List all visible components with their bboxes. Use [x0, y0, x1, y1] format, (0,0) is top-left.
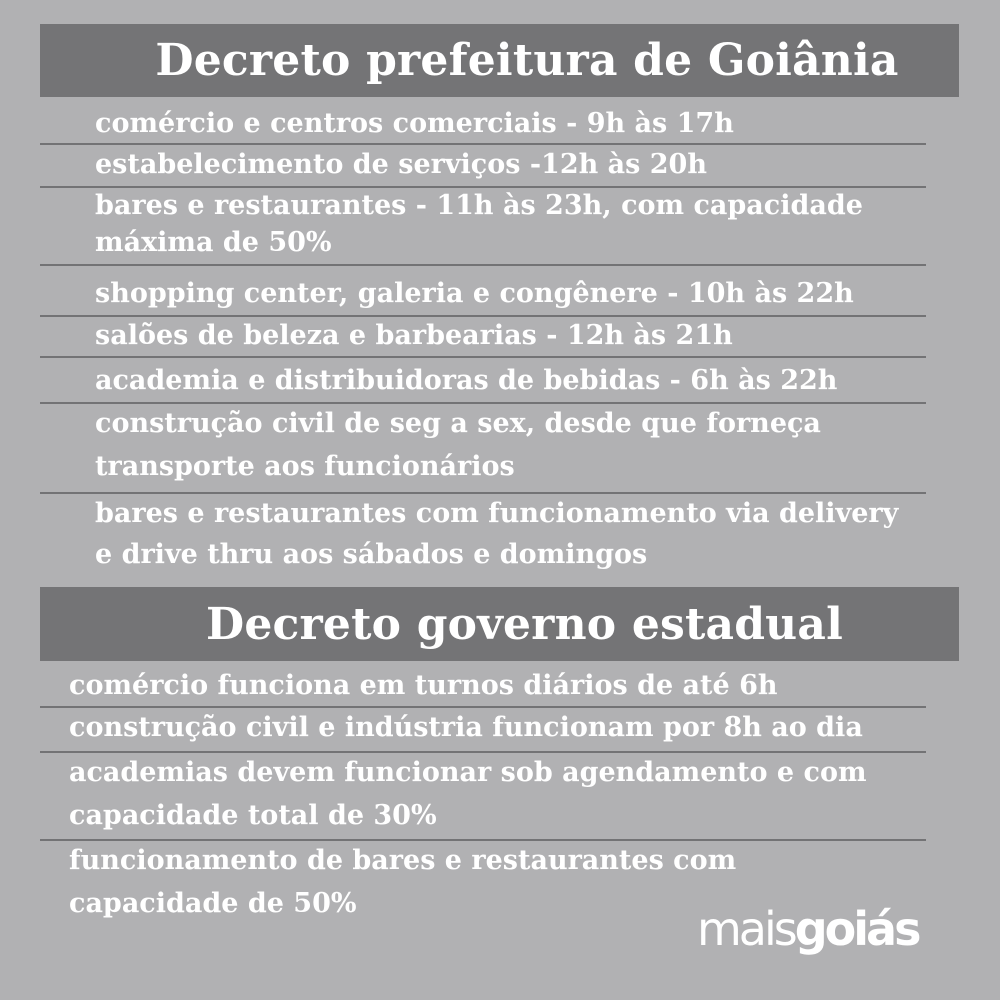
list-item-line: capacidade total de 30% [69, 800, 437, 831]
divider [40, 492, 926, 494]
section2-title: Decreto governo estadual [206, 598, 843, 650]
logo-part-goias: goiás [794, 902, 919, 956]
list-item-line: bares e restaurantes com funcionamento via delivery [95, 498, 899, 529]
section1-title: Decreto prefeitura de Goiânia [155, 35, 899, 86]
list-item-line: comércio funciona em turnos diários de até 6h [69, 670, 778, 701]
divider [40, 143, 926, 145]
divider [40, 356, 926, 358]
divider [40, 751, 926, 753]
list-item-line: construção civil de seg a sex, desde que forneça [95, 408, 821, 439]
list-item-line: shopping center, galeria e congênere - 10h às 22h [95, 278, 854, 309]
divider [40, 264, 926, 266]
divider [40, 839, 926, 841]
list-item-line: estabelecimento de serviços -12h às 20h [95, 149, 707, 180]
list-item-line: funcionamento de bares e restaurantes com [69, 845, 737, 876]
list-item-line: salões de beleza e barbearias - 12h às 21h [95, 320, 733, 351]
maisgoias-logo [697, 898, 918, 960]
section2-header [40, 587, 959, 661]
list-item-line: academias devem funcionar sob agendamento e com [69, 757, 867, 788]
divider [40, 706, 926, 708]
section1-header [40, 24, 959, 97]
list-item-line: e drive thru aos sábados e domingos [95, 539, 648, 570]
list-item-line: máxima de 50% [95, 227, 332, 258]
logo-part-mais: mais [697, 902, 795, 956]
list-item-line: transporte aos funcionários [95, 451, 515, 482]
list-item-line: academia e distribuidoras de bebidas - 6h às 22h [95, 365, 838, 396]
list-item-line: capacidade de 50% [69, 888, 357, 919]
list-item-line: construção civil e indústria funcionam por 8h ao dia [69, 712, 863, 743]
list-item-line: bares e restaurantes - 11h às 23h, com capacidade [95, 190, 863, 221]
divider [40, 402, 926, 404]
list-item-line: comércio e centros comerciais - 9h às 17h [95, 108, 734, 139]
